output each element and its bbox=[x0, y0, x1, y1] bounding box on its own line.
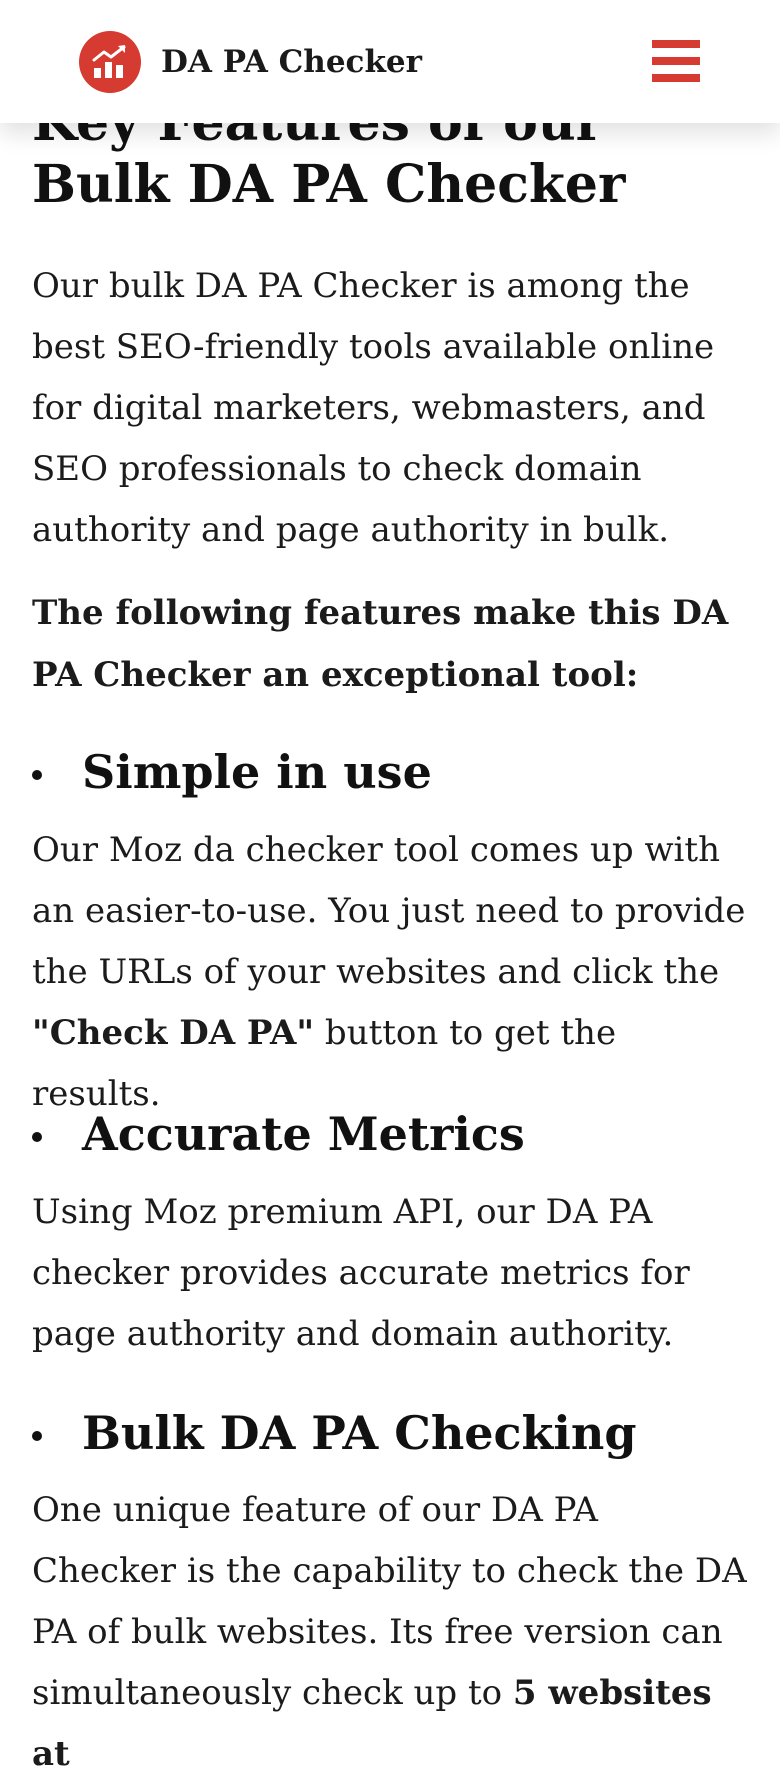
brand-name[interactable]: DA PA Checker bbox=[161, 43, 422, 80]
hamburger-menu-icon[interactable] bbox=[652, 40, 700, 82]
feature-text-part: One unique feature of our DA PA Checker is the capability to check the DA PA of bulk websites. Its free version can simultaneously check up to bbox=[32, 1490, 747, 1713]
feature-text-accurate: Using Moz premium API, our DA PA checker provides accurate metrics for page authority and domain authority. bbox=[32, 1192, 690, 1354]
bullet-marker bbox=[32, 1132, 42, 1142]
site-header bbox=[0, 0, 780, 123]
menu-bar bbox=[652, 40, 700, 48]
feature-strong-text: 5 websites at bbox=[32, 1673, 712, 1774]
bullet-marker bbox=[32, 1431, 42, 1441]
feature-text-part: Our Moz da checker tool comes up with an easier-to-use. You just need to provide the URLs of your websites and click the bbox=[32, 830, 746, 992]
feature-text-bulk bbox=[32, 1480, 752, 1785]
intro-paragraph: Our bulk DA PA Checker is among the best SEO-friendly tools available online for digital marketers, webmasters, and SEO professionals to check domain authority and page authority in bulk. bbox=[32, 266, 715, 550]
check-da-pa-label: "Check DA PA" bbox=[32, 1013, 315, 1053]
feature-title-simple: Simple in use bbox=[82, 745, 432, 799]
menu-bar bbox=[652, 57, 700, 65]
bullet-marker bbox=[32, 770, 42, 780]
section-heading: Bulk DA PA Checker bbox=[32, 154, 626, 215]
feature-title-accurate: Accurate Metrics bbox=[82, 1107, 525, 1161]
growth-chart-icon bbox=[79, 31, 141, 93]
feature-title-bulk: Bulk DA PA Checking bbox=[82, 1406, 637, 1460]
features-lead: The following features make this DA PA Checker an exceptional tool: bbox=[32, 593, 729, 695]
feature-text-part: button to get the results. bbox=[32, 1013, 617, 1114]
feature-text-simple bbox=[32, 820, 752, 1125]
menu-bar bbox=[652, 74, 700, 82]
brand[interactable] bbox=[79, 30, 422, 93]
